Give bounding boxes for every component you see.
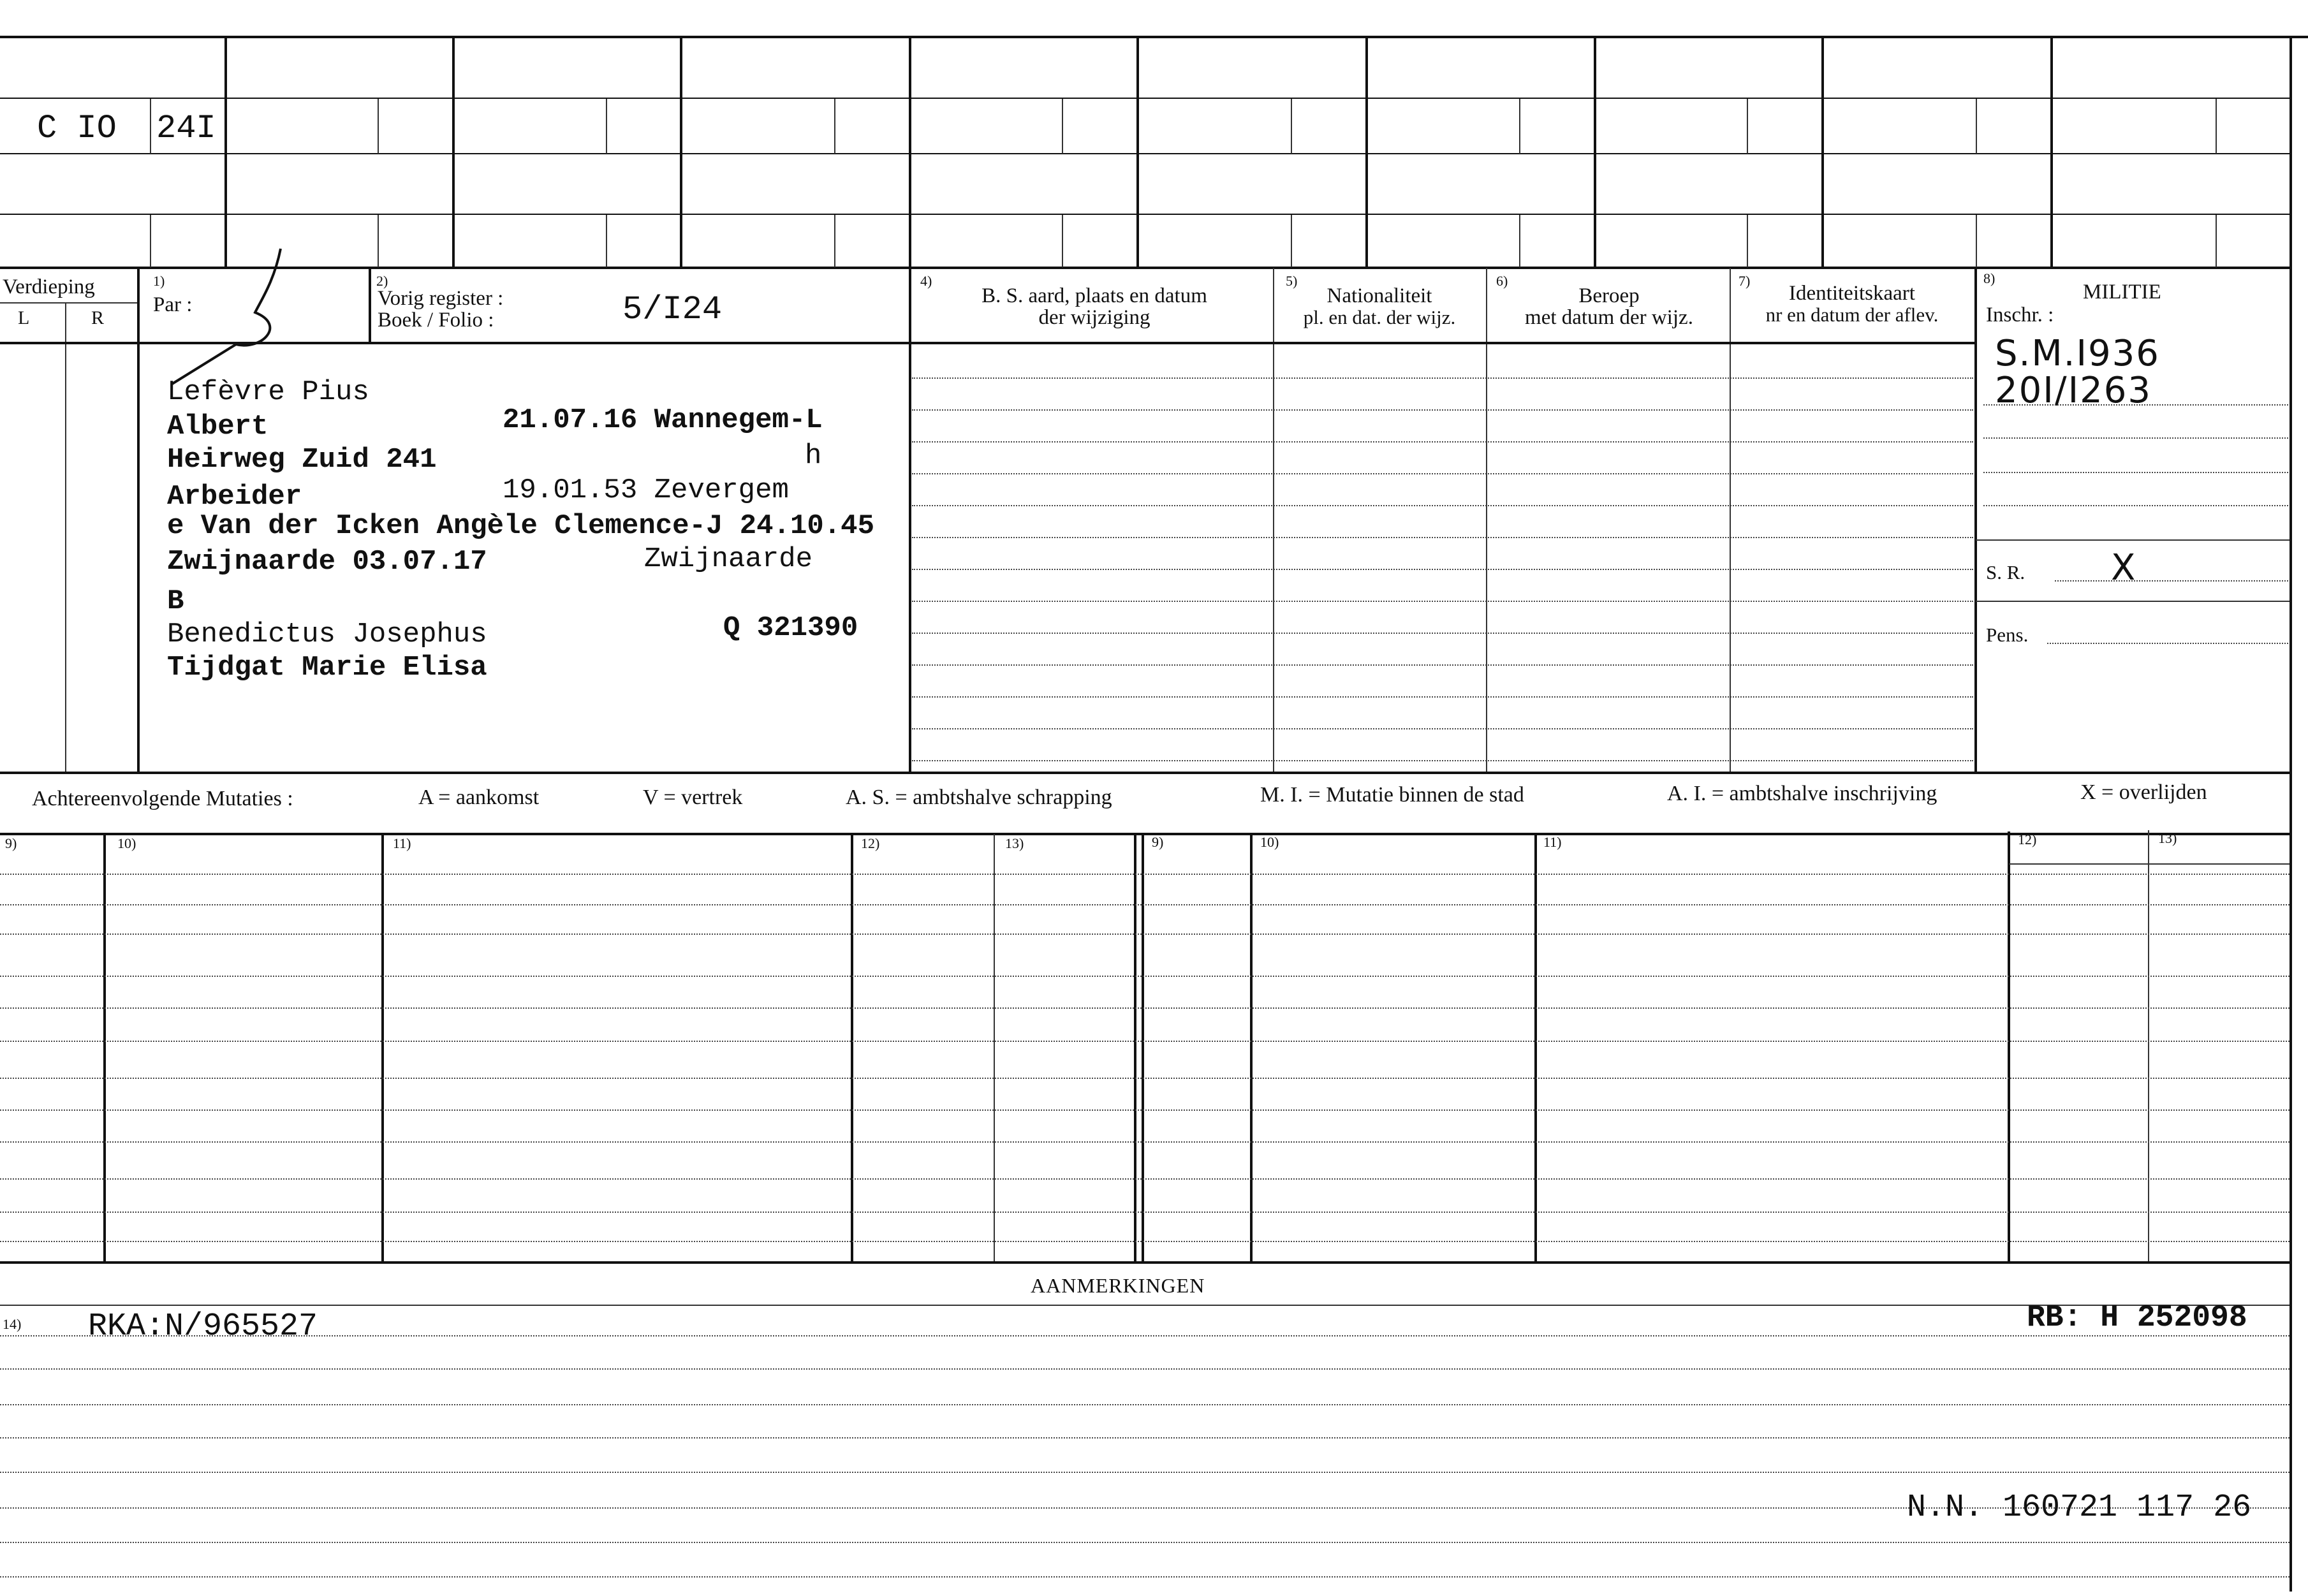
grid-line (2216, 215, 2217, 267)
rule (0, 1041, 2290, 1042)
identiteitskaart-label-2: nr en datum der aflev. (1765, 304, 1939, 326)
grid-line (378, 99, 379, 154)
code-241: 24I (156, 110, 216, 147)
bs-label-2: der wijziging (1038, 306, 1150, 329)
rule (0, 1078, 2290, 1079)
bs-label: B. S. aard, plaats en datum (981, 284, 1207, 307)
militie-inschr-2: 20I/I263 (1995, 370, 2152, 411)
rule (0, 1241, 2290, 1242)
rule (1983, 505, 2288, 506)
grid-line (65, 304, 66, 342)
col-number: 10) (117, 835, 136, 851)
grid-line (0, 772, 2290, 774)
vorig-register-label: Vorig register : (378, 287, 504, 310)
rule (0, 1212, 2290, 1213)
field-number: 8) (1983, 270, 1996, 286)
legend-v: V = vertrek (643, 786, 743, 809)
rule (0, 1368, 2290, 1370)
grid-line (606, 215, 607, 267)
grid-line (834, 215, 835, 267)
grid-line (1291, 215, 1292, 267)
grid-line (0, 267, 2290, 269)
rule (0, 1542, 2290, 1543)
col-number: 12) (861, 835, 880, 851)
grid-line (1976, 539, 2290, 541)
rule (1983, 472, 2288, 473)
rule (912, 601, 1973, 602)
rule (0, 1472, 2290, 1473)
rule (912, 409, 1973, 411)
aanmerkingen-title: AANMERKINGEN (1031, 1274, 1205, 1297)
grid-line (1291, 99, 1292, 154)
rule (912, 728, 1973, 729)
grid-line (103, 834, 106, 1261)
rule (2047, 643, 2288, 644)
rka-number: RKA:N/965527 (88, 1308, 318, 1345)
record-father: Benedictus Josephus (167, 619, 487, 650)
record-mother: Tijdgat Marie Elisa (167, 652, 487, 684)
par-label: Par : (153, 293, 193, 316)
grid-line (1134, 834, 1136, 1261)
col-number: 13) (2158, 830, 2177, 846)
record-spouse: e Van der Icken Angèle Clemence-J 24.10.45 (167, 510, 874, 542)
grid-line (1747, 99, 1748, 154)
grid-line (65, 342, 66, 772)
grid-line (381, 834, 384, 1261)
grid-line (1594, 38, 1596, 268)
col-number: 9) (1152, 834, 1164, 850)
grid-line (1519, 99, 1520, 154)
rule (912, 664, 1973, 666)
nn-number: N.N. 160721 117 26 (1907, 1490, 2252, 1526)
grid-line (1136, 38, 1139, 268)
field-number: 5) (1286, 273, 1298, 289)
rule (0, 1109, 2290, 1111)
record-q-number: Q 321390 (723, 612, 858, 644)
sr-label: S. R. (1986, 561, 2025, 583)
militie-inschr-1: S.M.I936 (1995, 333, 2160, 374)
grid-line (150, 99, 151, 154)
legend-as: A. S. = ambtshalve schrapping (846, 786, 1112, 809)
rule (0, 1178, 2290, 1180)
grid-line (0, 1261, 2290, 1264)
grid-line (0, 214, 2290, 215)
rule (912, 633, 1973, 634)
record-address: Heirweg Zuid 241 (167, 444, 437, 476)
record-birth: 21.07.16 Wannegem-L (503, 404, 823, 436)
grid-line (2009, 863, 2290, 865)
nationaliteit-label: Nationaliteit (1327, 284, 1432, 307)
col-number: 12) (2018, 831, 2037, 847)
legend-ai: A. I. = ambtshalve inschrijving (1667, 782, 1937, 805)
rule (0, 874, 2290, 875)
field-number: 2) (376, 273, 388, 289)
grid-line (1976, 215, 1977, 267)
col-number: 11) (1543, 834, 1562, 850)
right-border (2290, 36, 2292, 1592)
grid-line (1534, 833, 1537, 1261)
grid-line (0, 98, 2290, 99)
grid-line (2148, 830, 2149, 1261)
grid-line (1250, 834, 1253, 1261)
grid-line (606, 99, 607, 154)
record-h: h (805, 440, 822, 472)
grid-line (0, 1305, 2290, 1306)
grid-line (1062, 99, 1063, 154)
rule (1983, 437, 2288, 439)
grid-line (2216, 99, 2217, 154)
field-number: 4) (920, 273, 932, 289)
grid-line (369, 268, 371, 343)
rule (912, 569, 1973, 570)
field-number: 6) (1496, 273, 1508, 289)
col-number: 9) (5, 835, 17, 851)
record-birthplace: Zwijnaarde 03.07.17 (167, 546, 487, 578)
sr-value: X (2111, 547, 2137, 589)
legend-mi: M. I. = Mutatie binnen de stad (1260, 783, 1524, 807)
handwritten-mark (159, 242, 306, 389)
col-number: 11) (393, 835, 411, 851)
mutaties-title: Achtereenvolgende Mutaties : (32, 787, 293, 810)
beroep-label: Beroep (1578, 284, 1640, 307)
grid-line (1821, 38, 1824, 268)
grid-line (851, 834, 853, 1261)
beroep-label-2: met datum der wijz. (1525, 306, 1693, 329)
rule (912, 473, 1973, 474)
identiteitskaart-label: Identiteitskaart (1789, 282, 1915, 305)
legend-a: A = aankomst (418, 786, 540, 809)
grid-line (0, 153, 2290, 154)
boek-folio-value: 5/I24 (622, 291, 723, 328)
grid-line (1365, 38, 1368, 268)
inschr-label: Inschr. : (1986, 304, 2054, 326)
rule (2055, 580, 2288, 582)
rule (912, 696, 1973, 698)
grid-line (1519, 215, 1520, 267)
legend-x: X = overlijden (2080, 780, 2207, 804)
nationaliteit-label-2: pl. en dat. der wijz. (1303, 306, 1456, 328)
record-name: Lefèvre Pius (167, 376, 369, 408)
grid-line (224, 38, 227, 268)
rule (0, 976, 2290, 977)
rb-number: RB: H 252098 (2027, 1301, 2247, 1335)
militie-label: MILITIE (2083, 281, 2161, 304)
l-label: L (18, 307, 30, 328)
pens-label: Pens. (1986, 624, 2029, 646)
grid-line (0, 36, 2308, 38)
grid-line (0, 833, 2290, 835)
rule (0, 904, 2290, 905)
field-number: 14) (3, 1316, 22, 1332)
grid-line (452, 38, 455, 268)
rule (0, 1335, 2290, 1336)
rule (1983, 404, 2288, 406)
boek-folio-label: Boek / Folio : (378, 309, 494, 332)
col-number: 13) (1005, 835, 1024, 851)
grid-line (1976, 601, 2290, 602)
grid-line (1142, 834, 1144, 1261)
rule (0, 1576, 2290, 1578)
r-label: R (91, 307, 105, 328)
record-b: B (167, 585, 184, 617)
rule (0, 933, 2290, 935)
rule (0, 1404, 2290, 1405)
rule (0, 1007, 2290, 1009)
grid-line (1747, 215, 1748, 267)
grid-line (1062, 215, 1063, 267)
rule (912, 377, 1973, 379)
rule (0, 1141, 2290, 1143)
record-place2: Zwijnaarde (644, 543, 813, 575)
record-date2: 19.01.53 Zevergem (503, 474, 789, 506)
field-number: 7) (1738, 273, 1751, 289)
record-occupation: Arbeider (167, 481, 302, 513)
rule (912, 760, 1973, 761)
grid-line (834, 99, 835, 154)
grid-line (2050, 38, 2053, 268)
verdieping-label: Verdieping (3, 275, 95, 298)
grid-line (994, 834, 995, 1261)
rule (912, 441, 1973, 443)
grid-line (150, 215, 151, 267)
grid-line (1976, 99, 1977, 154)
grid-line (378, 215, 379, 267)
grid-line (2008, 831, 2010, 1261)
rule (912, 537, 1973, 538)
rule (0, 1437, 2290, 1439)
grid-line (680, 38, 682, 268)
col-number: 10) (1260, 834, 1279, 850)
code-c-io: C IO (37, 110, 117, 147)
grid-line (0, 302, 137, 304)
grid-line (909, 38, 911, 268)
rule (912, 505, 1973, 506)
record-firstname: Albert (167, 411, 268, 443)
field-number: 1) (153, 273, 165, 289)
